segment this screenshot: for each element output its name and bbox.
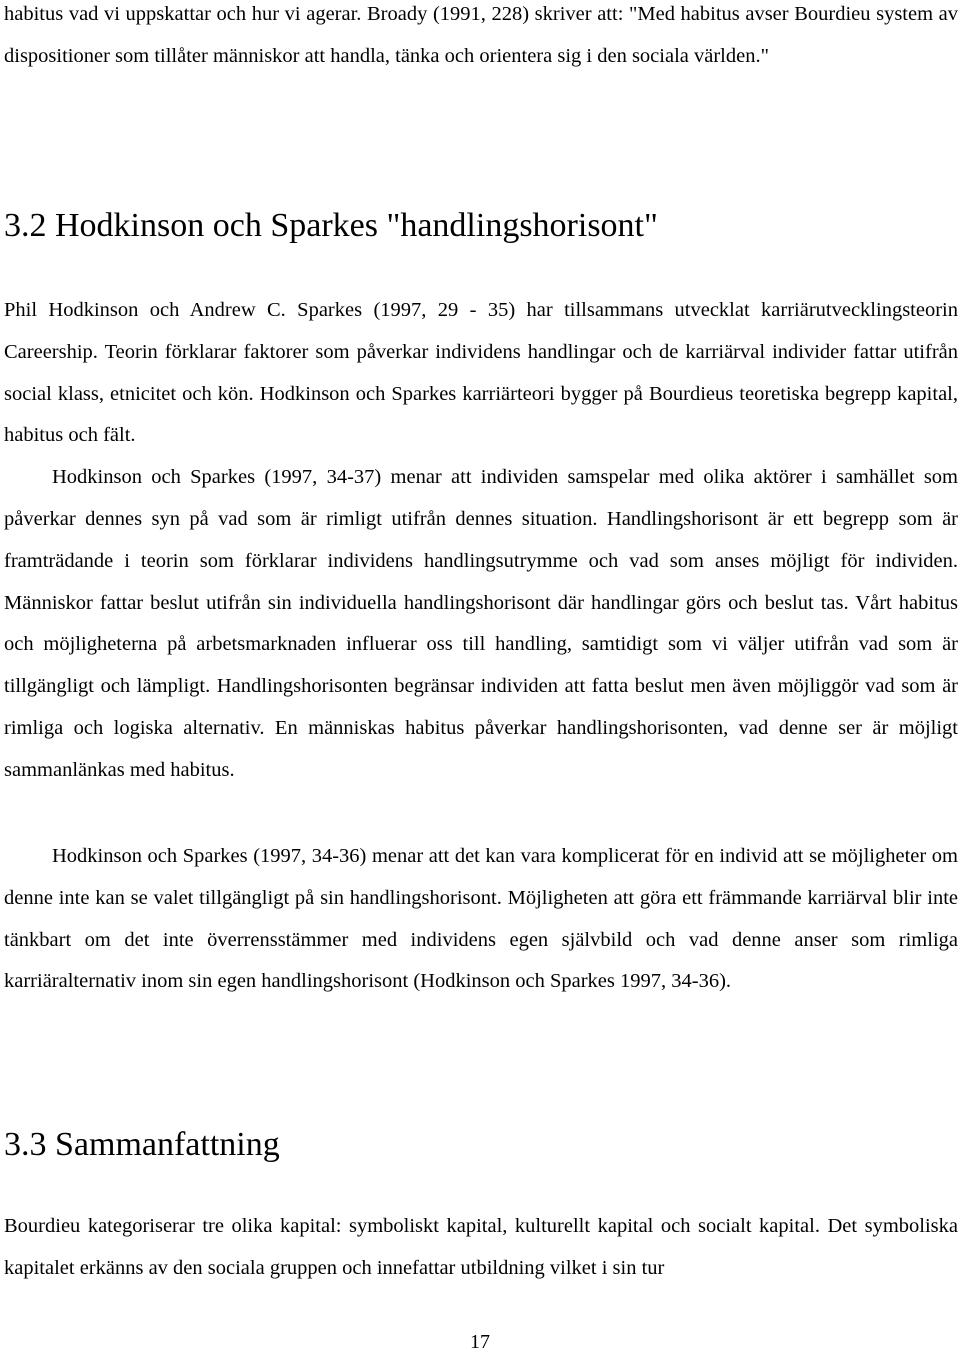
section-heading-3-2: 3.2 Hodkinson och Sparkes "handlingshorisont"	[4, 207, 658, 244]
paragraph-sammanfattning: Bourdieu kategoriserar tre olika kapital: symboliskt kapital, kulturellt kapital och socialt kapital. Det symboliska kapitalet erkänns av den sociala gruppen och innefattar utbildning vilket i sin tur	[4, 1215, 958, 1279]
section-heading-3-3: 3.3 Sammanfattning	[4, 1126, 280, 1163]
section-3-2-body	[4, 290, 958, 792]
paragraph-handlingshorisont: Hodkinson och Sparkes (1997, 34-37) menar att individen samspelar med olika aktörer i samhället som påverkar dennes syn på vad som är rimligt utifrån dennes situation. Handlingshorisont är ett begrepp som är framträdande i teorin som förklarar individens handlingsutrymme och vad som anses möjligt för individen. Människor fattar beslut utifrån sin individuella handlingshorisont där handlingar görs och beslut tas. Vårt habitus och möjligheterna på arbetsmarknaden influerar oss till handling, samtidigt som vi väljer utifrån vad som är tillgängligt och lämpligt. Handlingshorisonten begränsar individen att fatta beslut men även möjliggör vad som är rimliga och logiska alternativ. En människas habitus påverkar handlingshorisonten, vad denne ser är möjligt sammanlänkas med habitus.	[4, 466, 958, 781]
intro-paragraph: habitus vad vi uppskattar och hur vi agerar. Broady (1991, 228) skriver att: "Med habitus avser Bourdieu system av dispositioner som tillåter människor att handla, tänka och orientera sig i den sociala världen."	[4, 3, 958, 67]
page-number: 17	[470, 1331, 490, 1353]
paragraph-karriarval: Hodkinson och Sparkes (1997, 34-36) menar att det kan vara komplicerat för en individ att se möjligheter om denne inte kan se valet tillgängligt på sin handlingshorisont. Möjligheten att göra ett främmande karriärval blir inte tänkbart om det inte överrensstämmer med individens egen självbild och vad denne anser som rimliga karriäralternativ inom sin egen handlingshorisont (Hodkinson och Sparkes 1997, 34-36).	[4, 845, 958, 993]
paragraph-careership: Phil Hodkinson och Andrew C. Sparkes (1997, 29 - 35) har tillsammans utvecklat karriärutvecklingsteorin Careership. Teorin förklarar faktorer som påverkar individens handlingar och de karriärval individer fattar utifrån social klass, etnicitet och kön. Hodkinson och Sparkes karriärteori bygger på Bourdieus teoretiska begrepp kapital, habitus och fält.	[4, 299, 958, 447]
